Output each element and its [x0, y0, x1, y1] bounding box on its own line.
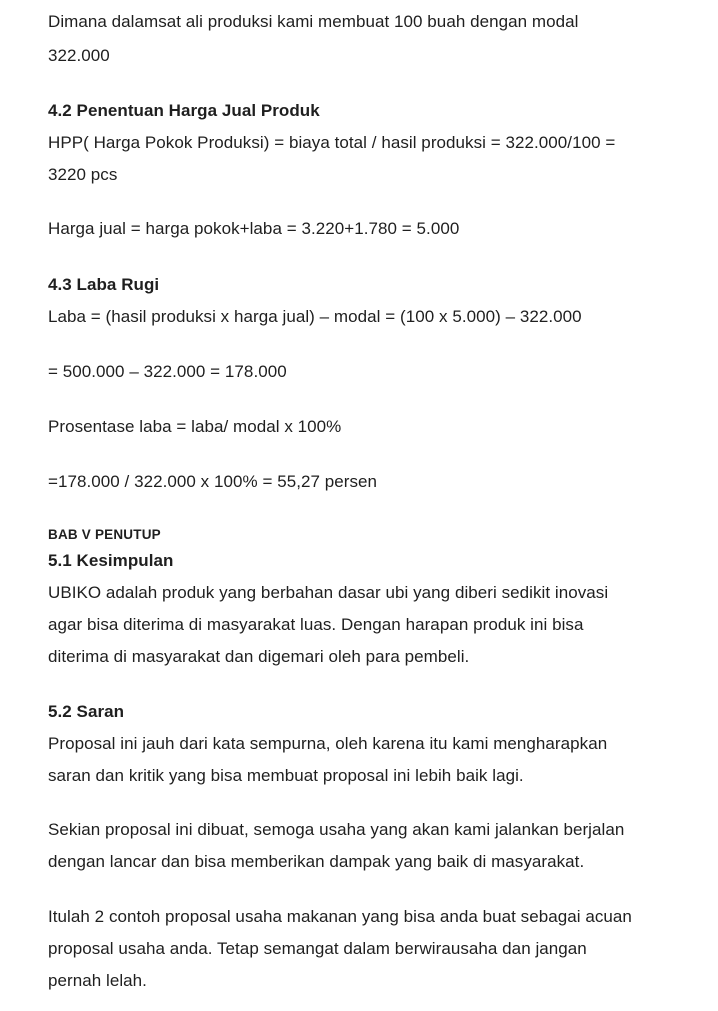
- hpp-line-2: 3220 pcs: [48, 165, 118, 184]
- section-4-3-heading: 4.3 Laba Rugi: [48, 275, 160, 294]
- hpp-line-1: HPP( Harga Pokok Produksi) = biaya total / hasil produksi = 322.000/100 =: [48, 133, 616, 152]
- outro-line-2: proposal usaha anda. Tetap semangat dalam berwirausaha dan jangan: [48, 939, 587, 958]
- closing-line-2: dengan lancar dan bisa memberikan dampak yang baik di masyarakat.: [48, 852, 585, 871]
- outro-line-3: pernah lelah.: [48, 971, 147, 990]
- outro-line-1: Itulah 2 contoh proposal usaha makanan yang bisa anda buat sebagai acuan: [48, 907, 632, 926]
- saran-line-2: saran dan kritik yang bisa membuat proposal ini lebih baik lagi.: [48, 766, 524, 785]
- laba-result-line: = 500.000 – 322.000 = 178.000: [48, 362, 287, 381]
- intro-line-1: Dimana dalamsat ali produksi kami membuat 100 buah dengan modal: [48, 12, 579, 31]
- saran-line-1: Proposal ini jauh dari kata sempurna, oleh karena itu kami mengharapkan: [48, 734, 608, 753]
- kesimpulan-line-2: agar bisa diterima di masyarakat luas. Dengan harapan produk ini bisa: [48, 615, 584, 634]
- closing-line-1: Sekian proposal ini dibuat, semoga usaha yang akan kami jalankan berjalan: [48, 820, 625, 839]
- kesimpulan-line-3: diterima di masyarakat dan digemari oleh para pembeli.: [48, 647, 470, 666]
- harga-jual-line: Harga jual = harga pokok+laba = 3.220+1.780 = 5.000: [48, 219, 460, 238]
- laba-formula-line: Laba = (hasil produksi x harga jual) – modal = (100 x 5.000) – 322.000: [48, 307, 582, 326]
- section-4-2-heading: 4.2 Penentuan Harga Jual Produk: [48, 101, 320, 120]
- intro-line-2: 322.000: [48, 46, 110, 65]
- bab-v-title: BAB V PENUTUP: [48, 527, 161, 542]
- prosentase-result-line: =178.000 / 322.000 x 100% = 55,27 persen: [48, 472, 378, 491]
- prosentase-formula-line: Prosentase laba = laba/ modal x 100%: [48, 417, 342, 436]
- section-5-2-heading: 5.2 Saran: [48, 702, 125, 721]
- kesimpulan-line-1: UBIKO adalah produk yang berbahan dasar ubi yang diberi sedikit inovasi: [48, 583, 609, 602]
- section-5-1-heading: 5.1 Kesimpulan: [48, 551, 174, 570]
